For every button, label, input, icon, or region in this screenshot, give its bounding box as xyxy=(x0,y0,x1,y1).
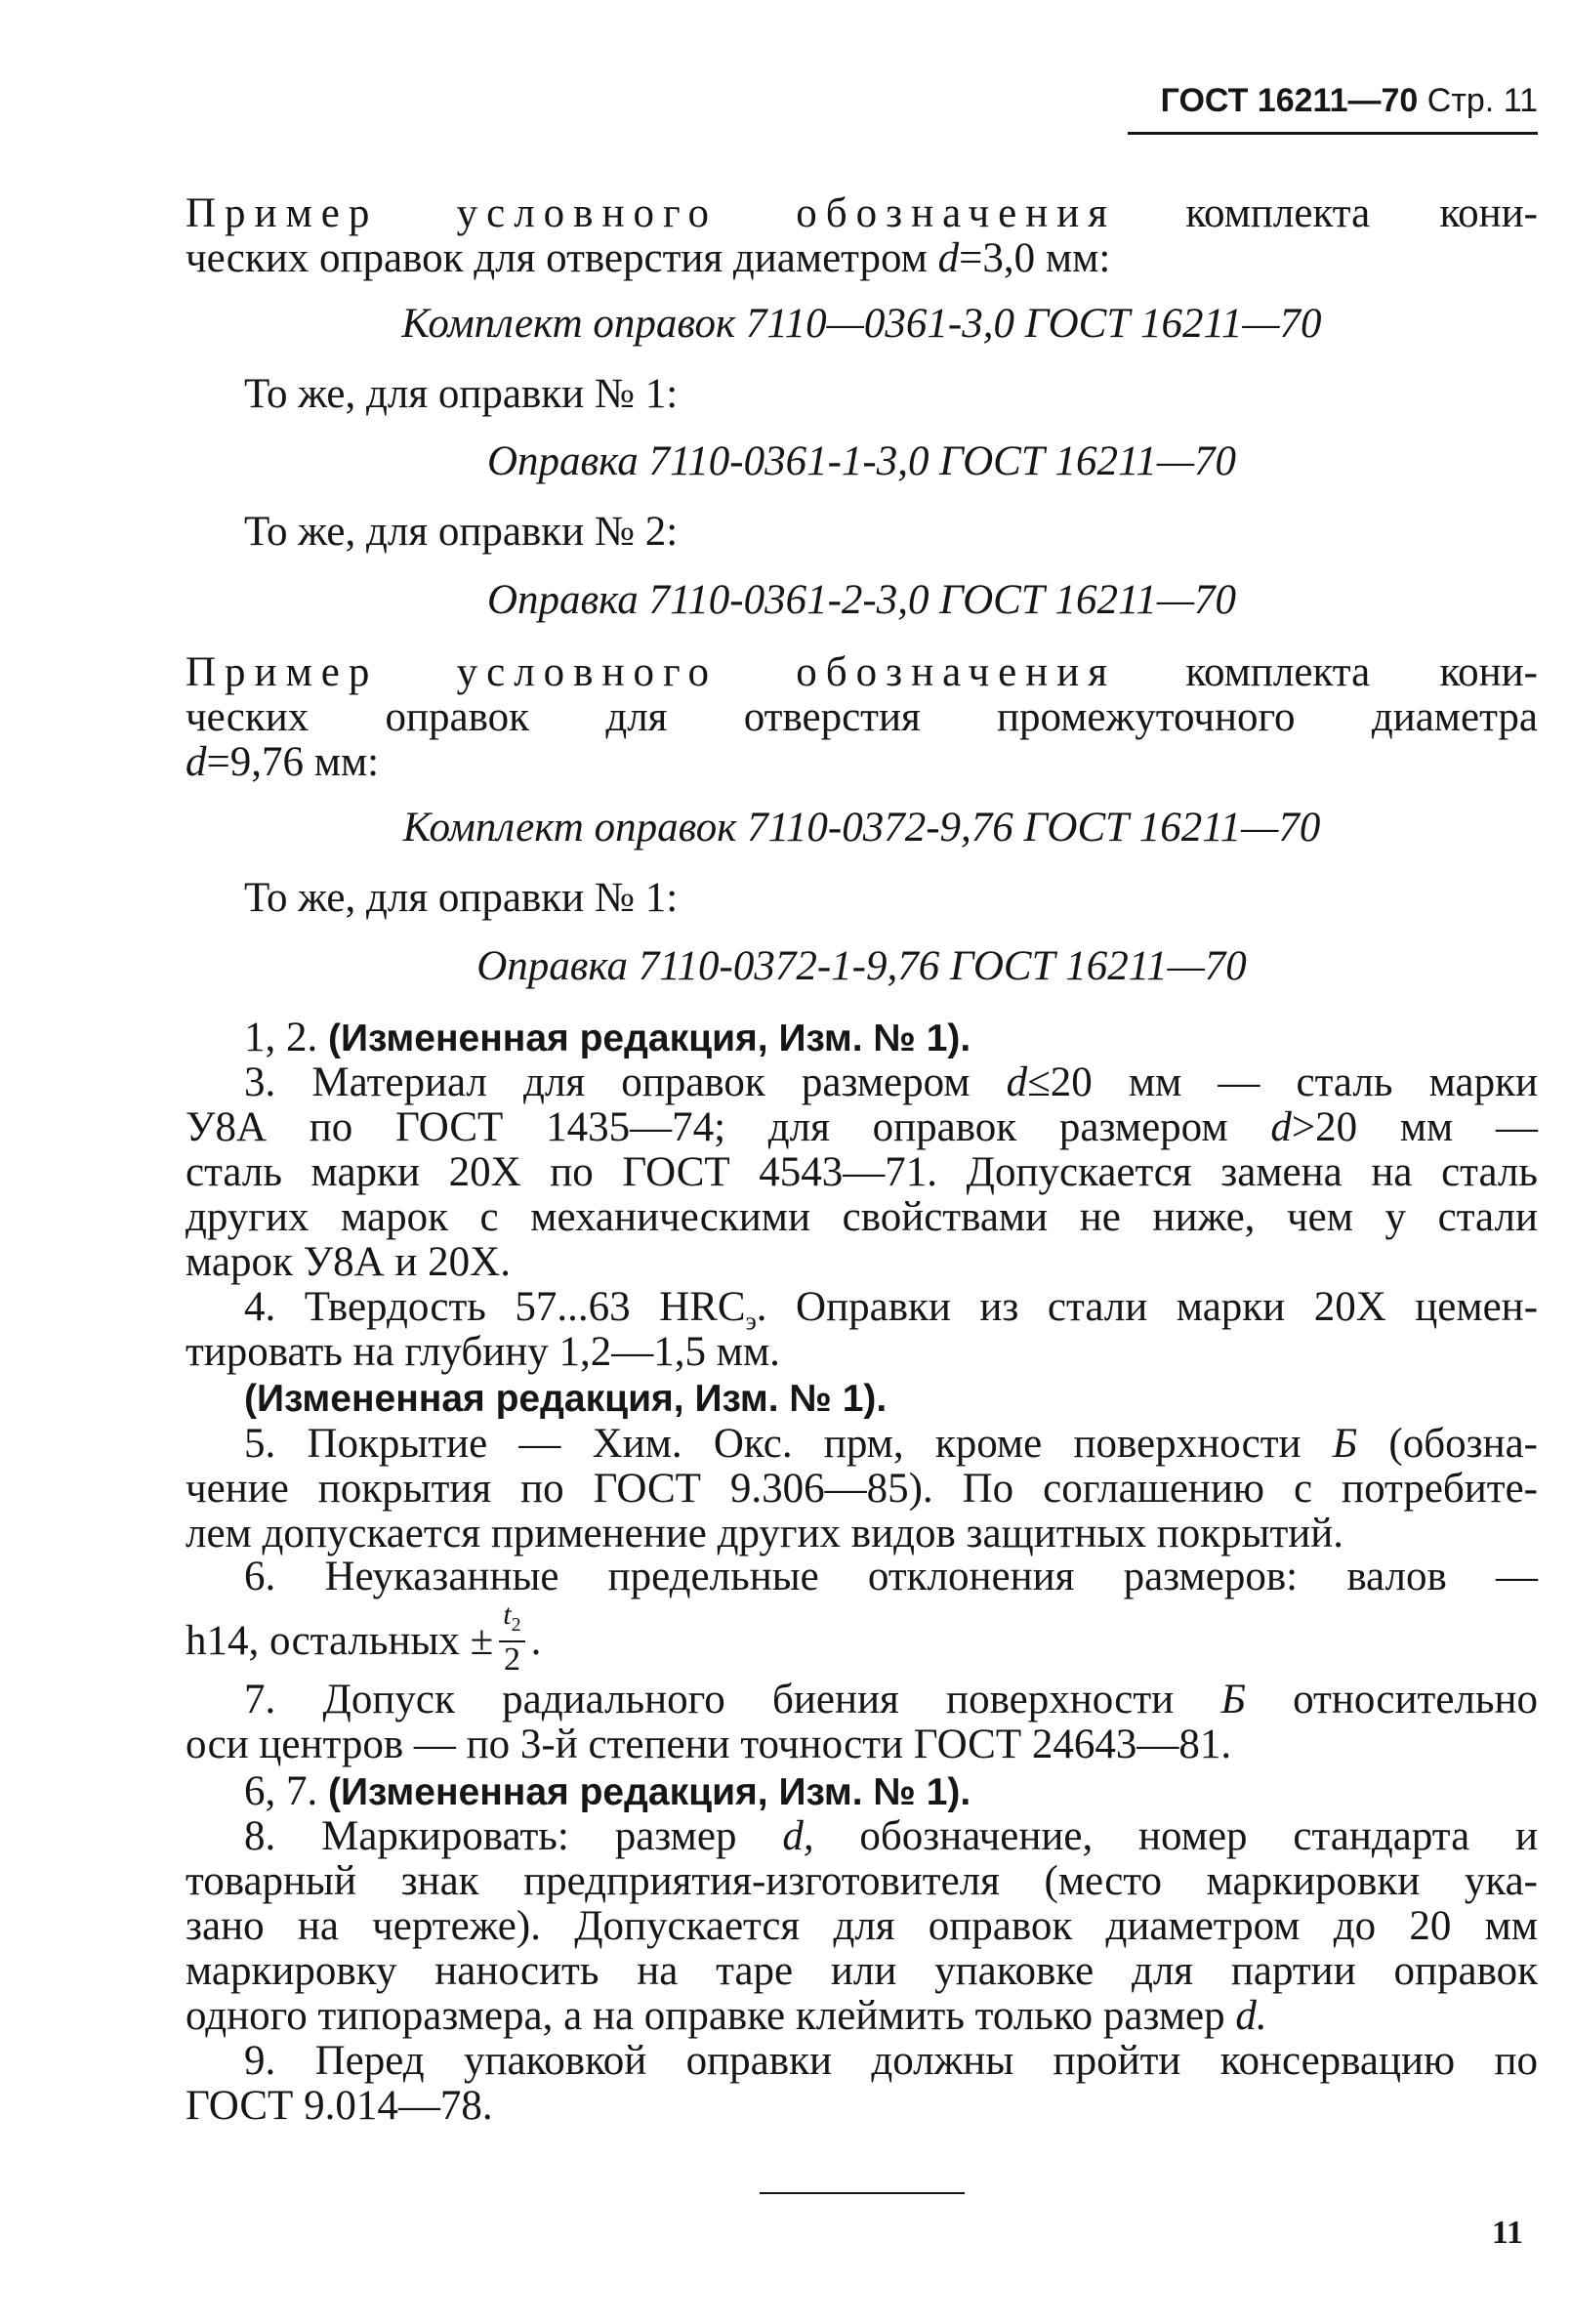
para4-line1: 4. Твердость 57...63 $HRC_э$. Оправки из стали марки 20Х цемен- xyxy=(244,1284,1539,1336)
para3-line4: других марок с механическими свойствами не ниже, чем у стали xyxy=(186,1194,1538,1240)
example2-same1-label: То же, для оправки № 1: xyxy=(244,875,679,921)
example2-same1-designation: Оправка 7110-0372-1-9,76 ГОСТ 16211—70 xyxy=(476,943,1247,989)
para8-line2: товарный знак предприятия-изготовителя (место маркировки ука- xyxy=(186,1858,1538,1904)
para7-line2: оси центров — по 3-й степени точности ГОСТ 24643—81. xyxy=(186,1722,1232,1767)
header-rule xyxy=(1128,132,1538,135)
para3-line1: 3. Материал для оправок размером d≤20 мм — сталь марки xyxy=(244,1059,1538,1105)
para9-line1: 9. Перед упаковкой оправки должны пройти консервацию по xyxy=(244,2038,1538,2084)
example2-designation: Комплект оправок 7110-0372-9,76 ГОСТ 16211—70 xyxy=(402,805,1321,851)
para6-line1: 6. Неуказанные предельные отклонения размеров: валов — xyxy=(244,1554,1538,1599)
example2-heading: Пример условного обозначения xyxy=(186,649,1117,695)
para3-line3: сталь марки 20Х по ГОСТ 4543—71. Допускается замена на сталь xyxy=(186,1149,1538,1195)
example2-line2: ческих оправок для отверстия промежуточного диаметра xyxy=(186,694,1538,740)
example1-same2-designation: Оправка 7110-0361-2-3,0 ГОСТ 16211—70 xyxy=(486,577,1237,623)
para3-line5: марок У8А и 20Х. xyxy=(186,1239,511,1285)
para7-line1: 7. Допуск радиального биения поверхности Б относительно xyxy=(244,1677,1538,1722)
para8-line3: зано на чертеже). Допускается для оправок диаметром до 20 мм xyxy=(186,1903,1538,1949)
example1-line1: Пример условного обозначения комплекта кони- xyxy=(186,190,1538,236)
header-doc-code: ГОСТ 16211—70 xyxy=(1160,82,1419,119)
example2-line1: Пример условного обозначения комплекта кони- xyxy=(186,649,1538,695)
example1-heading: Пример условного обозначения xyxy=(186,190,1117,236)
para9-line2: ГОСТ 9.014—78. xyxy=(186,2083,493,2129)
header-page-label: Стр. 11 xyxy=(1426,82,1538,119)
para5-line3: лем допускается применение других видов защитных покрытий. xyxy=(186,1511,1344,1556)
para67-amendment: 6, 7. (Измененная редакция, Изм. № 1). xyxy=(244,1768,971,1814)
running-header xyxy=(1128,82,1538,120)
para5-line2: чение покрытия по ГОСТ 9.306—85). По соглашению с потребите- xyxy=(186,1466,1538,1512)
example1-same1-designation: Оправка 7110-0361-1-3,0 ГОСТ 16211—70 xyxy=(486,438,1237,484)
tolerance-fraction: $\frac{t_2}{2}$ xyxy=(499,1599,524,1678)
para12-amendment: 1, 2. (Измененная редакция, Изм. № 1). xyxy=(244,1015,971,1060)
example1-same2-label: То же, для оправки № 2: xyxy=(244,509,679,555)
para5-line1: 5. Покрытие — Хим. Окс. прм, кроме поверхности Б (обозна- xyxy=(244,1421,1539,1467)
para4-line2: тировать на глубину 1,2—1,5 мм. xyxy=(186,1329,780,1375)
para4-amendment: (Измененная редакция, Изм. № 1). xyxy=(244,1378,888,1420)
para3-line2: У8А по ГОСТ 1435—74; для оправок размером d>20 мм — xyxy=(186,1104,1538,1150)
para8-line4: маркировку наносить на таре или упаковке для партии оправок xyxy=(186,1948,1538,1994)
para8-line5: одного типоразмера, а на оправке клеймить только размер d. xyxy=(186,1993,1267,2039)
example1-designation: Комплект оправок 7110—0361-3,0 ГОСТ 16211—70 xyxy=(401,301,1322,347)
para6-line2: h14, остальных ± $\frac{t_2}{2}$ . xyxy=(186,1598,542,1678)
footer-rule xyxy=(760,2192,965,2194)
example1-same1-label: То же, для оправки № 1: xyxy=(244,371,679,417)
para8-line1: 8. Маркировать: размер d, обозначение, номер стандарта и xyxy=(244,1813,1539,1859)
example2-line3: d=9,76 мм: xyxy=(186,739,380,785)
example1-line2: ческих оправок для отверстия диаметром d=3,0 мм: xyxy=(186,235,1111,281)
page-number: 11 xyxy=(1491,2215,1523,2251)
